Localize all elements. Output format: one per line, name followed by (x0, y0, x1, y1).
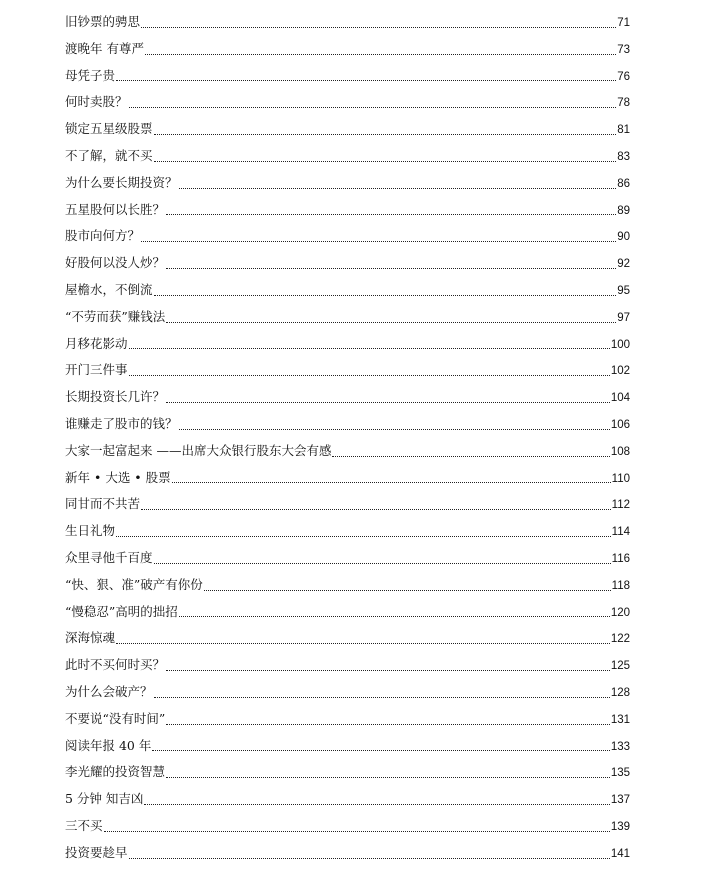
dot-leader (179, 188, 617, 189)
toc-entry-title: “慢稳忍”高明的拙招 (65, 603, 178, 619)
toc-entry-page-number: 139 (610, 820, 630, 833)
toc-entry[interactable] (65, 63, 630, 90)
dot-leader (166, 777, 610, 778)
toc-entry-title: 锁定五星级股票 (65, 121, 153, 137)
toc-entry-title: 屋檐水，不倒流 (65, 281, 153, 297)
toc-entry-page-number: 76 (617, 70, 630, 83)
toc-entry-page-number: 104 (610, 392, 630, 405)
toc-entry[interactable] (65, 652, 630, 679)
toc-entry-page-number: 122 (610, 633, 630, 646)
toc-entry[interactable] (65, 545, 630, 572)
toc-entry[interactable] (65, 277, 630, 304)
toc-entry-title: 月移花影动 (65, 335, 128, 351)
toc-entry-title: 何时卖股？ (65, 94, 128, 110)
toc-entry-page-number: 114 (611, 526, 630, 539)
toc-entry[interactable] (65, 679, 630, 706)
toc-entry-title: 为什么会破产？ (65, 683, 153, 699)
toc-entry[interactable] (65, 331, 630, 358)
toc-entry-page-number: 73 (617, 43, 630, 56)
dot-leader (154, 295, 617, 296)
toc-entry[interactable] (65, 197, 630, 224)
toc-entry[interactable] (65, 625, 630, 652)
dot-leader (154, 563, 611, 564)
dot-leader (144, 804, 609, 805)
toc-entry-page-number: 83 (617, 150, 630, 163)
dot-leader (166, 268, 616, 269)
toc-entry-title: 李光耀的投资智慧 (65, 764, 166, 780)
toc-entry-title: 不了解，就不买 (65, 147, 153, 163)
toc-entry-title: 5 分钟 知吉凶 (65, 791, 144, 807)
toc-entry[interactable] (65, 384, 630, 411)
toc-entry-page-number: 106 (610, 418, 630, 431)
toc-entry-page-number: 108 (610, 445, 630, 458)
toc-entry[interactable] (65, 465, 630, 492)
dot-leader (145, 54, 616, 55)
dot-leader (104, 831, 610, 832)
dot-leader (154, 161, 617, 162)
toc-entry-title: 新年 • 大选 • 股票 (65, 469, 171, 485)
toc-entry-title: “快、狠、准”破产有你份 (65, 576, 203, 592)
toc-entry[interactable] (65, 840, 630, 867)
toc-entry-page-number: 90 (617, 231, 630, 244)
toc-entry-page-number: 112 (611, 499, 630, 512)
toc-entry-title: 长期投资长几许？ (65, 389, 166, 405)
toc-entry[interactable] (65, 786, 630, 813)
toc-entry[interactable] (65, 518, 630, 545)
dot-leader (204, 590, 611, 591)
toc-entry-title: 不要说“没有时间” (65, 710, 166, 726)
dot-leader (166, 214, 616, 215)
toc-entry-page-number: 86 (617, 177, 630, 190)
toc-entry-page-number: 110 (611, 472, 630, 485)
dot-leader (129, 107, 617, 108)
toc-entry-title: 股市向何方？ (65, 228, 141, 244)
toc-entry[interactable] (65, 89, 630, 116)
toc-entry[interactable] (65, 304, 630, 331)
toc-entry-title: 阅读年报 40 年 (65, 737, 152, 753)
dot-leader (141, 241, 616, 242)
toc-entry-title: “不劳而获”赚钱法 (65, 308, 166, 324)
dot-leader (166, 402, 610, 403)
toc-entry[interactable] (65, 170, 630, 197)
table-of-contents (65, 9, 630, 867)
dot-leader (172, 482, 611, 483)
dot-leader (166, 724, 610, 725)
toc-entry-title: 深海惊魂 (65, 630, 116, 646)
toc-entry[interactable] (65, 357, 630, 384)
toc-entry-page-number: 120 (610, 606, 630, 619)
toc-entry[interactable] (65, 599, 630, 626)
toc-entry-title: 众里寻他千百度 (65, 549, 153, 565)
toc-entry-page-number: 102 (610, 365, 630, 378)
dot-leader (129, 375, 610, 376)
toc-entry-title: 大家一起富起来 ——出席大众银行股东大会有感 (65, 442, 332, 458)
toc-entry[interactable] (65, 223, 630, 250)
toc-entry-page-number: 95 (617, 284, 630, 297)
toc-entry[interactable] (65, 706, 630, 733)
dot-leader (129, 348, 610, 349)
toc-entry-page-number: 78 (617, 97, 630, 110)
toc-entry-page-number: 92 (617, 258, 630, 271)
toc-entry-page-number: 89 (617, 204, 630, 217)
toc-entry-title: 好股何以没人炒？ (65, 255, 166, 271)
toc-entry[interactable] (65, 438, 630, 465)
dot-leader (116, 536, 611, 537)
toc-entry[interactable] (65, 572, 630, 599)
toc-entry-page-number: 131 (610, 713, 630, 726)
dot-leader (141, 27, 616, 28)
dot-leader (179, 616, 610, 617)
dot-leader (116, 80, 616, 81)
toc-entry-title: 为什么要长期投资？ (65, 174, 178, 190)
toc-entry[interactable] (65, 250, 630, 277)
toc-entry[interactable] (65, 36, 630, 63)
dot-leader (141, 509, 611, 510)
toc-entry-title: 开门三件事 (65, 362, 128, 378)
toc-entry-page-number: 141 (610, 847, 630, 860)
toc-entry[interactable] (65, 813, 630, 840)
toc-entry-page-number: 81 (617, 124, 630, 137)
dot-leader (179, 429, 610, 430)
toc-entry[interactable] (65, 411, 630, 438)
toc-entry[interactable] (65, 9, 630, 36)
toc-entry-title: 投资要趁早 (65, 844, 128, 860)
toc-entry[interactable] (65, 143, 630, 170)
toc-entry-page-number: 71 (617, 17, 630, 29)
toc-entry-page-number: 128 (610, 686, 630, 699)
dot-leader (166, 670, 610, 671)
toc-entry[interactable] (65, 491, 630, 518)
dot-leader (129, 858, 610, 859)
toc-entry-page-number: 125 (610, 660, 630, 673)
toc-entry[interactable] (65, 759, 630, 786)
dot-leader (332, 456, 609, 457)
toc-entry-title: 谁赚走了股市的钱？ (65, 415, 178, 431)
toc-entry[interactable] (65, 116, 630, 143)
toc-entry-page-number: 137 (610, 794, 630, 807)
dot-leader (154, 134, 617, 135)
toc-entry-title: 生日礼物 (65, 523, 116, 539)
toc-entry-page-number: 135 (610, 767, 630, 780)
toc-entry-title: 五星股何以长胜？ (65, 201, 166, 217)
dot-leader (154, 697, 610, 698)
toc-entry-title: 母凭子贵 (65, 67, 116, 83)
toc-entry-page-number: 116 (611, 552, 630, 565)
toc-entry-title: 此时不买何时买？ (65, 657, 166, 673)
toc-entry-page-number: 97 (617, 311, 630, 324)
toc-entry-title: 渡晚年 有尊严 (65, 40, 144, 56)
dot-leader (116, 643, 610, 644)
toc-entry-page-number: 100 (610, 338, 630, 351)
toc-entry[interactable] (65, 733, 630, 760)
dot-leader (152, 750, 609, 751)
toc-entry-page-number: 133 (610, 740, 630, 753)
toc-entry-page-number: 118 (611, 579, 630, 592)
dot-leader (166, 322, 616, 323)
toc-entry-title: 同甘而不共苦 (65, 496, 141, 512)
toc-entry-title: 旧钞票的骋思 (65, 14, 141, 29)
toc-entry-title: 三不买 (65, 817, 103, 833)
